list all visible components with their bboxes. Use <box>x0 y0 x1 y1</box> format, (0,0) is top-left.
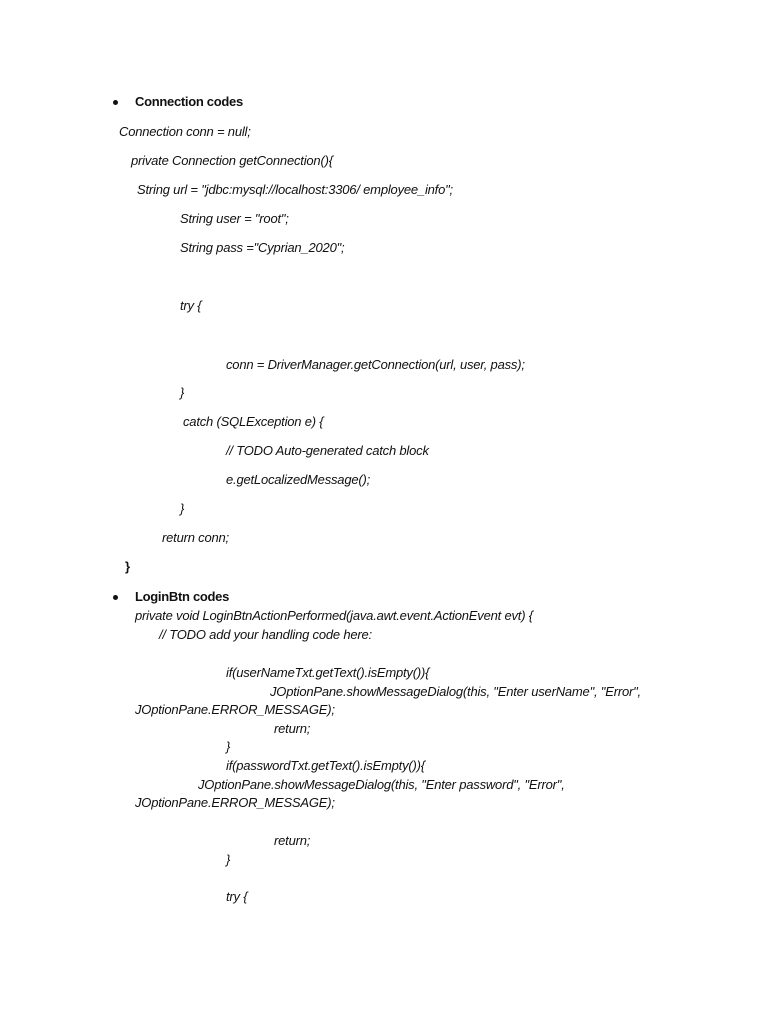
code-line: // TODO Auto-generated catch block <box>226 443 429 458</box>
code-line: } <box>226 852 231 867</box>
code-line: conn = DriverManager.getConnection(url, user, pass); <box>226 357 525 372</box>
code-line: JOptionPane.ERROR_MESSAGE); <box>135 702 335 717</box>
code-line: String url = "jdbc:mysql://localhost:3306/ employee_info"; <box>137 182 453 197</box>
code-line: private Connection getConnection(){ <box>131 153 333 168</box>
bullet-icon <box>113 100 118 105</box>
code-line: } <box>125 559 130 574</box>
code-line: return conn; <box>162 530 229 545</box>
code-line: Connection conn = null; <box>119 124 251 139</box>
code-line: if(userNameTxt.getText().isEmpty()){ <box>226 665 430 680</box>
code-line: JOptionPane.ERROR_MESSAGE); <box>135 795 335 810</box>
code-line: JOptionPane.showMessageDialog(this, "Enter userName", "Error", <box>270 684 641 699</box>
code-line: try { <box>226 889 248 904</box>
code-line: // TODO add your handling code here: <box>159 627 372 642</box>
bullet-icon <box>113 595 118 600</box>
code-line: catch (SQLException e) { <box>183 414 324 429</box>
code-line: return; <box>274 721 311 736</box>
code-line: } <box>180 385 185 400</box>
code-line: e.getLocalizedMessage(); <box>226 472 371 487</box>
section-heading-connection: Connection codes <box>135 94 243 109</box>
code-line: JOptionPane.showMessageDialog(this, "Enter password", "Error", <box>198 777 565 792</box>
code-line: String user = "root"; <box>180 211 289 226</box>
code-line: String pass ="Cyprian_2020"; <box>180 240 345 255</box>
code-line: } <box>226 739 231 754</box>
code-line: private void LoginBtnActionPerformed(java.awt.event.ActionEvent evt) { <box>135 608 533 623</box>
code-line: if(passwordTxt.getText().isEmpty()){ <box>226 758 425 773</box>
code-line: return; <box>274 833 311 848</box>
code-line: } <box>180 501 185 516</box>
code-line: try { <box>180 298 202 313</box>
section-heading-loginbtn: LoginBtn codes <box>135 589 230 604</box>
